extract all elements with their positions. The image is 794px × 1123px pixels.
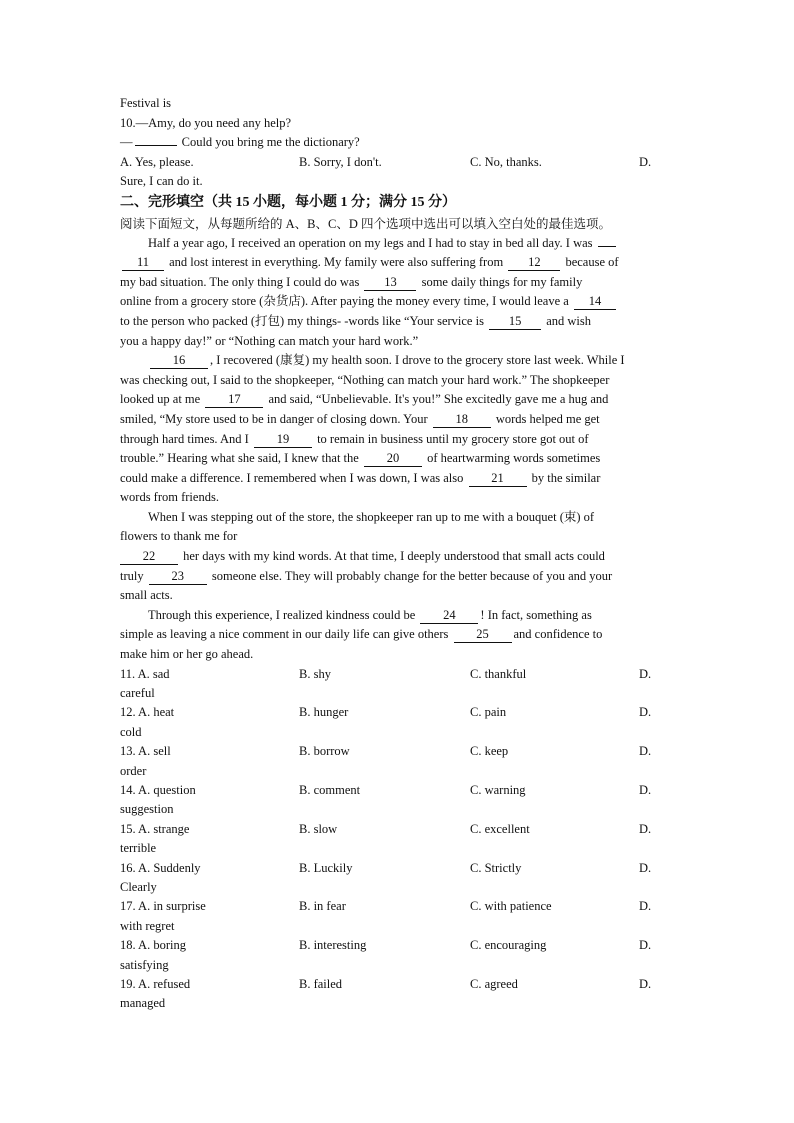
option-group	[120, 820, 676, 859]
option-d-wrap: managed	[120, 996, 166, 1011]
p2-line2: was checking out, I said to the shopkeeper, “Nothing can match your hard work.” The shopkeeper	[120, 372, 610, 387]
blank-25: 25	[454, 627, 512, 643]
option-b: B. hunger	[299, 705, 349, 720]
option-a: 11. A. sad	[120, 666, 170, 681]
option-row	[120, 975, 676, 994]
option-b: B. interesting	[299, 938, 367, 953]
blank-14: 14	[574, 294, 616, 310]
p1-line2: 11 and lost interest in everything. My family were also suffering from 12 because of	[120, 253, 676, 273]
q10-options	[120, 153, 676, 172]
q10-option-d-wrap: Sure, I can do it.	[120, 174, 203, 189]
option-b: B. in fear	[299, 899, 346, 914]
option-a: 13. A. sell	[120, 744, 171, 759]
answer-dash: —	[120, 135, 133, 150]
p1-line3: my bad situation. The only thing I could do was 13 some daily things for my family	[120, 274, 583, 289]
p2-line6: trouble.” Hearing what she said, I knew that the 20 of heartwarming words sometimes	[120, 451, 601, 466]
blank-16: 16	[150, 353, 208, 369]
q9-tail: Festival is	[120, 96, 172, 110]
option-group	[120, 897, 676, 936]
option-a: 14. A. question	[120, 783, 196, 798]
option-b: B. failed	[299, 977, 343, 992]
option-d-wrap: careful	[120, 686, 155, 701]
p2-line7: could make a difference. I remembered when I was down, I was also 21 by the similar	[120, 470, 601, 485]
p1-line1: Half a year ago, I received an operation on my legs and I had to stay in bed all day. I was	[120, 234, 676, 254]
option-b: B. borrow	[299, 744, 350, 759]
blank-22: 22	[120, 549, 178, 565]
section-instruction: 阅读下面短文，从每题所给的 A、B、C、D 四个选项中选出可以填入空白处的最佳选项。	[120, 216, 611, 231]
options-list	[120, 665, 676, 1014]
option-a: 12. A. heat	[120, 705, 175, 720]
p2-line5: through hard times. And I 19 to remain in business until my grocery store got out of	[120, 431, 589, 446]
option-d: D.	[639, 977, 652, 992]
option-row	[120, 665, 676, 684]
blank-17: 17	[205, 392, 263, 408]
p1-line4: online from a grocery store (杂货店). After paying the money every time, I would leave a 14	[120, 292, 676, 312]
option-row	[120, 820, 676, 839]
option-d: D.	[639, 821, 652, 836]
p2-line1: 16 , I recovered (康复) my health soon. I drove to the grocery store last week. While I	[120, 351, 676, 371]
option-d-wrap: suggestion	[120, 802, 174, 817]
option-d-wrap: satisfying	[120, 957, 169, 972]
option-a: 18. A. boring	[120, 938, 186, 953]
blank-12: 12	[508, 255, 560, 271]
option-row	[120, 742, 676, 761]
blank-11: 11	[122, 255, 164, 271]
option-c: C. keep	[470, 744, 509, 759]
option-c: C. with patience	[470, 899, 552, 914]
option-c: C. encouraging	[470, 938, 547, 953]
option-d-wrap: with regret	[120, 918, 175, 933]
option-c: C. excellent	[470, 821, 530, 836]
option-b: B. slow	[299, 821, 338, 836]
option-row	[120, 859, 676, 878]
p3-line3: 22 her days with my kind words. At that time, I deeply understood that small acts could	[120, 547, 676, 567]
option-c: C. pain	[470, 705, 507, 720]
option-c: C. Strictly	[470, 860, 522, 875]
section-title: 二、完形填空（共 15 小题，每小题 1 分；满分 15 分）	[120, 194, 456, 210]
option-d-wrap: terrible	[120, 841, 157, 856]
p1-line6: you a happy day!” or “Nothing can match your hard work.”	[120, 333, 419, 348]
option-a: 15. A. strange	[120, 821, 190, 836]
option-row	[120, 936, 676, 955]
answer-text: Could you bring me the dictionary?	[178, 135, 360, 150]
page-content	[120, 94, 676, 1014]
p3-line5: small acts.	[120, 588, 173, 603]
p2-line8: words from friends.	[120, 490, 219, 505]
p2-line3: looked up at me 17 and said, “Unbelievable. It's you!” She excitedly gave me a hug and	[120, 392, 609, 407]
blank-18: 18	[433, 412, 491, 428]
option-d: D.	[639, 783, 652, 798]
option-row	[120, 703, 676, 722]
p3-line1: When I was stepping out of the store, the shopkeeper ran up to me with a bouquet (束) of	[148, 509, 595, 524]
option-b: B. comment	[299, 783, 361, 798]
p3-line4: truly 23 someone else. They will probably change for the better because of you and your	[120, 568, 613, 583]
option-c: C. agreed	[470, 977, 518, 992]
q10-question: 10.—Amy, do you need any help?	[120, 115, 292, 130]
option-a: 19. A. refused	[120, 977, 191, 992]
option-group	[120, 703, 676, 742]
option-group	[120, 859, 676, 898]
blank-23: 23	[149, 569, 207, 585]
p4-line1: Through this experience, I realized kindness could be 24 ! In fact, something as	[148, 607, 592, 622]
option-d: D.	[639, 705, 652, 720]
option-d: D.	[639, 860, 652, 875]
p4-line3: make him or her go ahead.	[120, 647, 254, 662]
q10-answer	[120, 133, 676, 153]
option-b: B. shy	[299, 666, 331, 681]
option-c: C. thankful	[470, 666, 527, 681]
option-row	[120, 897, 676, 916]
p1-line5: to the person who packed (打包) my things- -words like “Your service is 15 and wish	[120, 313, 591, 328]
p3-line2: flowers to thank me for	[120, 529, 238, 544]
option-b: B. Luckily	[299, 860, 353, 875]
option-c: C. warning	[470, 783, 526, 798]
option-d-wrap: Clearly	[120, 880, 157, 895]
option-b: B. Sorry, I don't.	[299, 154, 382, 169]
option-d-wrap: cold	[120, 724, 142, 739]
option-c: C. No, thanks.	[470, 154, 542, 169]
blank-20: 20	[364, 451, 422, 467]
option-d: D.	[639, 938, 652, 953]
option-group	[120, 665, 676, 704]
blank-11-start	[598, 246, 616, 247]
blank-19: 19	[254, 432, 312, 448]
option-group	[120, 781, 676, 820]
blank-24: 24	[420, 608, 478, 624]
option-d-wrap: order	[120, 763, 147, 778]
q10-blank	[135, 145, 177, 146]
blank-21: 21	[469, 471, 527, 487]
option-d: D.	[639, 154, 652, 169]
blank-13: 13	[364, 275, 416, 291]
option-a: A. Yes, please.	[120, 154, 194, 169]
option-group	[120, 975, 676, 1014]
option-d: D.	[639, 744, 652, 759]
option-d: D.	[639, 899, 652, 914]
option-a: 16. A. Suddenly	[120, 860, 201, 875]
option-a: 17. A. in surprise	[120, 899, 206, 914]
p4-line2: simple as leaving a nice comment in our daily life can give others 25 and confidence to	[120, 627, 603, 642]
option-group	[120, 742, 676, 781]
p2-line4: smiled, “My store used to be in danger of closing down. Your 18 words helped me get	[120, 411, 600, 426]
blank-15: 15	[489, 314, 541, 330]
option-row	[120, 781, 676, 800]
option-d: D.	[639, 666, 652, 681]
option-group	[120, 936, 676, 975]
